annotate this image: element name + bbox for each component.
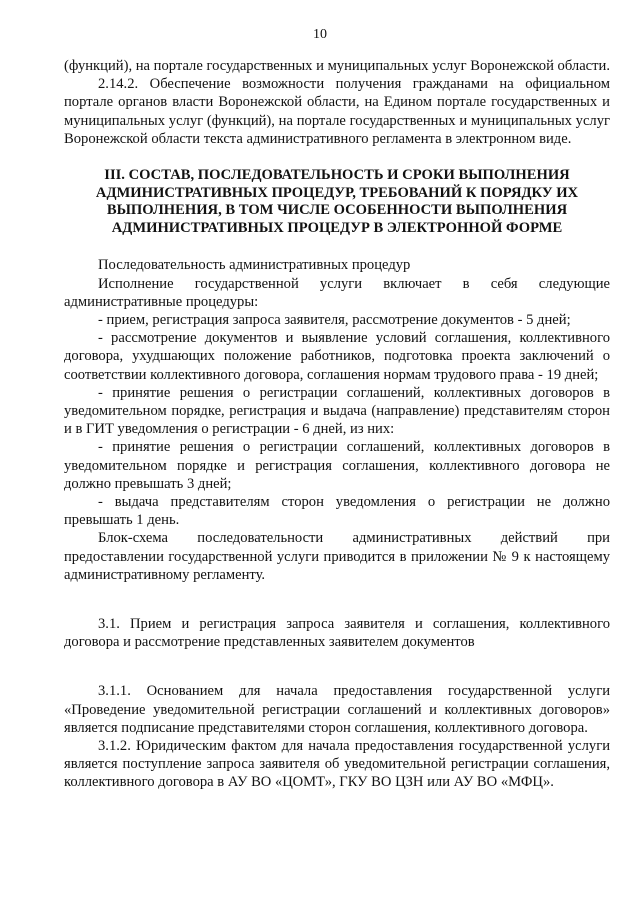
paragraph-3-1-2: 3.1.2. Юридическим фактом для начала предоставления государственной услуги является поступление запроса заявителя об уведомительной регистрации соглашения, коллективного договора в АУ ВО «ЦОМТ», ГКУ ВО ЦЗН или АУ ВО «МФЦ». (64, 738, 610, 791)
flowchart-note: Блок-схема последовательности административных действий при предоставлении государственной услуги приводится в приложении № 9 к настоящему административному регламенту. (64, 530, 610, 583)
procedures-intro: Исполнение государственной услуги включает в себя следующие административные процедуры: (64, 275, 610, 310)
procedure-item: - прием, регистрация запроса заявителя, рассмотрение документов - 5 дней; (98, 312, 571, 328)
section-title: III. СОСТАВ, ПОСЛЕДОВАТЕЛЬНОСТЬ И СРОКИ ВЫПОЛНЕНИЯ АДМИНИСТРАТИВНЫХ ПРОЦЕДУР, ТРЕБОВАНИЙ К ПОРЯДКУ ИХ ВЫПОЛНЕНИЯ, В ТОМ ЧИСЛЕ ОСОБЕННОСТИ ВЫПОЛНЕНИЯ АДМИНИСТРАТИВНЫХ ПРОЦЕДУР В ЭЛЕКТРОННОЙ ФОРМЕ (95, 167, 579, 236)
procedure-item: - принятие решения о регистрации соглашений, коллективных договоров в уведомительном порядке и регистрация соглашения, коллективного договора не должно превышать 3 дней; (64, 439, 610, 492)
subheading-procedures: Последовательность административных процедур (98, 257, 411, 274)
paragraph-continuation: (функций), на портале государственных и муниципальных услуг Воронежской области. (64, 58, 610, 74)
section-3-1-heading: 3.1. Прием и регистрация запроса заявителя и соглашения, коллективного договора и рассмотрение представленных заявителем документов (64, 616, 610, 651)
document-body (64, 57, 610, 792)
procedure-item: - выдача представителям сторон уведомления о регистрации не должно превышать 1 день. (64, 494, 610, 529)
procedure-item: - рассмотрение документов и выявление условий соглашения, коллективного договора, ухудшающих положение работников, подготовка проекта заключений о соответствии коллективного договора, соглашения нормам трудового права - 19 дней; (64, 330, 610, 383)
procedure-item: - принятие решения о регистрации соглашений, коллективных договоров в уведомительном порядке, регистрация и выдача (направление) представителям сторон и в ГИТ уведомления о регистрации - 6 дней, из них: (64, 384, 610, 438)
procedures-list (64, 275, 610, 584)
page-number: 10 (313, 27, 327, 42)
paragraph-2-14-2: 2.14.2. Обеспечение возможности получения гражданами на официальном портале органов власти Воронежской области, на Едином портале государственных и муниципальных услуг (функций), на портале государственных и муниципальных услуг Воронежской области текста административного регламента в электронном виде. (64, 76, 610, 147)
paragraph-3-1-1: 3.1.1. Основанием для начала предоставления государственной услуги «Проведение уведомительной регистрации соглашений и коллективных договоров» является подписание представителями сторон соглашения, коллективного договора. (64, 683, 610, 736)
